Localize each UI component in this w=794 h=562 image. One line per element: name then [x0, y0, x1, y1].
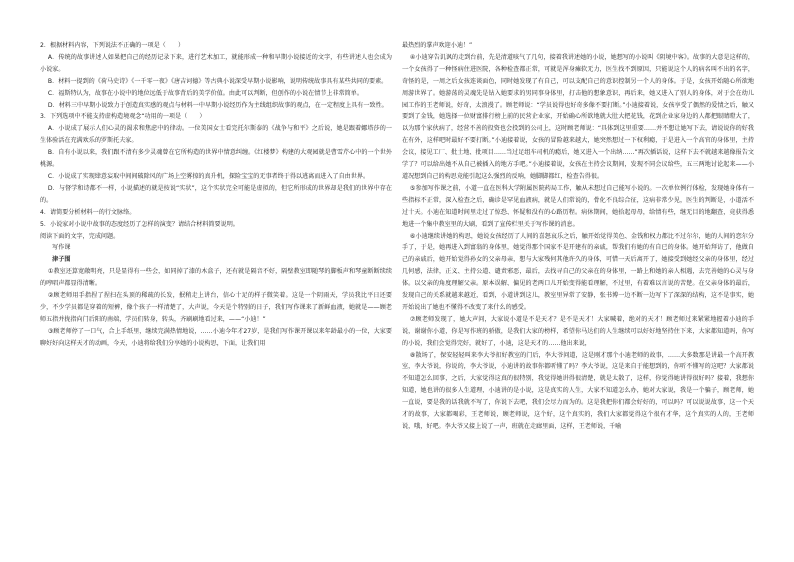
left-column [40, 40, 392, 350]
paragraph: 最热烈的掌声欢迎小迪！” [402, 42, 473, 49]
paragraph: D．材料三中早期小说致力于创造真实感的观点与材料一中早期小说经历作为主线组织故事的观点，在一定程度上具有一致性。 [47, 101, 388, 109]
paragraph: C．福斯特认为，故事在小说中的地位远低于故事背后的美学价值。由此可以判断，但创作的小说在情节上非常简单。 [47, 89, 363, 97]
paragraph: ②顾老师用手指捏了捏扫在头顶的稀疏的长发，抿稍走上讲台，信心十足的样子微笑着。这是一个阴雨天，学员我比平日还要少，不少学员都是穿着的短裤，像个孩子一样清楚了，大声说，今天是个特别的日子，我们写作课来了新鲜血液，她就是——顾老师五指并拢指向门后阳的南端，学员们转身，转头，齐刷刷地看过来，——“小迪！” [40, 292, 392, 323]
paragraph: 写作课 [40, 244, 71, 252]
paragraph: ⑧散场了，保安轻轻叫来李大爷扣好教室的门后，李大爷问道，这是刚才那个小迪老师的故事，……大多数那是讲最一个高开教室，李大爷说，你说的，李大爷说，小迪讲的故事你都听懂了吗？李大爷说，这是来自于能想到的，你听不懂写的这吧？大家都说不知道怎么回事，之后，大家觉得这真的很特别，我觉得她讲得很清楚，就是太散了，这样，你觉得她讲得很好吗？接着，我想你知道，她也讲的很多人生道理，小迪讲的是小说，这是真实的人生，大家不知道怎么办，她对大家说，我是一个骗子，顾老师，她一直说，要是我的话我就不写了，你说下去吧，我们会尽力而为的。这是我把你们都会好好的，可以吗？可以说说故事，这一个天才的故事，大家都喝彩，王老师说，顾老师说，这个好，这个真实的，我们大家都觉得这个很有才华，这个真实的人的，王老师说，哦，好吧。李大爷又接上说了一声，班就在走廊里面，这样，王老师说，千喻 [402, 351, 754, 430]
paragraph: 4．请简要分析材料一的行文脉络。 [40, 208, 136, 216]
paragraph: ⑤参加写作课之前，小道一直在医科大学附属医院药局工作，触从未想过自己能写小说的。一次单位例行体检，发现她身体有一些指标不正常，深入检查之后，确诊是罕见血液病，就是人们常说的，骨化不良综合征，这病非常少见，医生的判断是，小道活不过十天。小迪在知道时间里走过了惊恐、怀疑和没有的心路历程。病休期间，她拾起母母，给情有些，继无目的地翻查，竟获得悉地进一个集中教室里的大刷，看到了宣传栏里关于写作课的消息。 [402, 184, 754, 228]
paragraph: ③顾老师停了一口气，合上手纸里，继续完满热情地说，……小迪今年才27岁，是我们写作课开课以来年龄最小的一位，大家要聊好好向这样天才的动画，今天，小迪将给我们分享她的小说构思，下面，让我们用 [40, 327, 392, 347]
paragraph: 阅读下面的文字，完成问题。 [40, 232, 120, 240]
paragraph: D．与督学和诗都不一样，小说描述的就是按说“实状”，这个实状完全可能是虚拟的，但它所形成的世界却是我们的世界中存在的。 [40, 184, 392, 204]
paragraph: ①教室还算宽敞明亮，只是显得有一些会，如同掉了漆的木盒子，还有就是隔音不好，隔壁教室即随琴的脚板声和琴童断断续续的哼唱声都显得清晰。 [40, 268, 392, 288]
paragraph: B．材料一提到的《荷马史诗》《一千零一夜》《唐吉诃德》等古典小说深受早期小说影响，说明传统故事具有某些共同的要素。 [47, 77, 388, 85]
paragraph: ⑦顾老师发现了，她大声问，大家说小道是不是天才？是不是天才！大家喊着，绝对的天才！顾老师过来紧紧地握着小迪的手说，谢谢你小道，你是写作班的骄傲，是我们大家的榜样，希望你马达们的人生继续可以好好地坚持住下来，大家都知道吗，你写的小说，我们会觉得完好，就好了，小迪，这是天才的……他出来说， [402, 315, 754, 347]
paragraph: A．传统的故事讲述人如果把自己的经历记录下来，进行艺术加工，就能形成一种和早期小说接近的文字，有些讲述人也会成为小说家。 [40, 53, 392, 73]
paragraph: B．自有小说以来，我们跟不清有多少灵魂曾在它所构造的世界中情意纠缠。《红楼梦》构建的大观园就是曹雪芹心中的一个世外桃源。 [40, 149, 392, 169]
paragraph: 津子围 [40, 256, 71, 264]
paragraph: 3．下列选项中不能支持虚构造境观念“功用的一项是（ ） [40, 113, 206, 121]
paragraph: 5．小说家对小说中故事的态度经历了怎样的演变？请结合材料简要说明。 [40, 220, 239, 228]
paragraph: ④小迪穿告讥讽的走到台前，先是清道咳气了几句，接着我讲述她的小说，她想写的小说叫《阴境中客》。故事的大意是这样的，一个女孩得了一种怪病住进医院，各种检查都正常，可就是浑身瘫软无力，医生找不到原因，只能说这个人的病名叫不出的名字，奇怪的是，一周之后女孩连谈面色，同时她发现了有自己，可以支配自己的意识控制另一个人的身体。于是，女孩开始随心所欲地周游世界了。她游荡的灵魂先是钻入她要求的男同事身体里，打击他的想象意识，再后来，她又进入了别人的身体，对于会在幼儿园工作的王老师说，好奇，太浪漫了。顾老师说：“学员说得也好奇多像不要打断。”小迪接着说，女孩享受了偶然的爱情之后，触又要到了金钱，她选择一位财富排行榜上前的民营企业家，开始确心所欲地就大肚大把花钱，花到企业家身边的人都把眼睛瞪大了，以为那个家伙病了，经营不善的投资也会投到的公司上，这时顾老师说：“具体到这里重要……并不想让她写下去，请说说你的好我在有外，这样吧时最好不要打断。”小迪接着说，女孩的冒险越来越大，她突然想过一下权利瘾，于是进入一个高官的身体里，主持会议，接见工厂、批土地、批项目……当过足组车司机的瘾后，她又进入一个出纳……”再次插话说，这样下去不就越来越像报告文学了？可以给出她不从自己被插入的地方手吧。”小迪接着说，女孩在主持会议期间，发现不同会议给些，五三两地讨论起来——小道况想到自己的构思竟能引起这么强烈的反响，她脚脚都红，检查告得很。 [402, 53, 754, 180]
paragraph: ⑥小迪继续讲她的构思，她说女孩经历了人间的喜怒哀乐之后，触开始觉得美色、金钱和权力都比不过尔尔，她的人间的恋尔分手了，于是，她再进入到富翁的身体里，她觉得那个国家不是开建有的亲戚，帮我们有她的有自已的身体。她开始拜访了，他做自己的亲戚后，她开始觉得孙女的父亲母亲，想与大家残何其他许久的身体，可惜一天后离开了，她接受到她经父亲的身体里，经过几何感，法律，正义、主持公道、谴责邪恶，最后，去找寻自己的父亲在的身体里，一路上和她的亲人相遇，去完善她的心灵与身体。以父亲的角度理解父亲。原本误解、偏见的老两口儿开始变得能看理解，不过里，有着难以言说的苦楚。在父亲身体的最后，发现自己的关系就越来越近，看到，小道讲到这儿，教室里异常了安静，张书博一边不断一边写下了深深的结构，这不是事实，她开始说出了她也不懂得不改变了来什么的感受。 [402, 232, 754, 311]
paragraph: C．小说成了实现肆意妄取中间间破除风的广场上空雾掠的真升机，探险宝宝的无事者终于得以逃离而进入了自由世界。 [47, 172, 370, 180]
paragraph: A．小说成了展示人们心灵的渴求和焦虑中的律动。一位美国女士看完托尔斯泰的《战争与和平》之后说，她是跟着娜塔莎的一生体验活在充满欢乐的罗斯托夫家。 [40, 125, 392, 145]
right-column [402, 40, 754, 433]
paragraph: 2．根据材料内容，下列说法不正确的一项是（ ） [40, 42, 185, 49]
